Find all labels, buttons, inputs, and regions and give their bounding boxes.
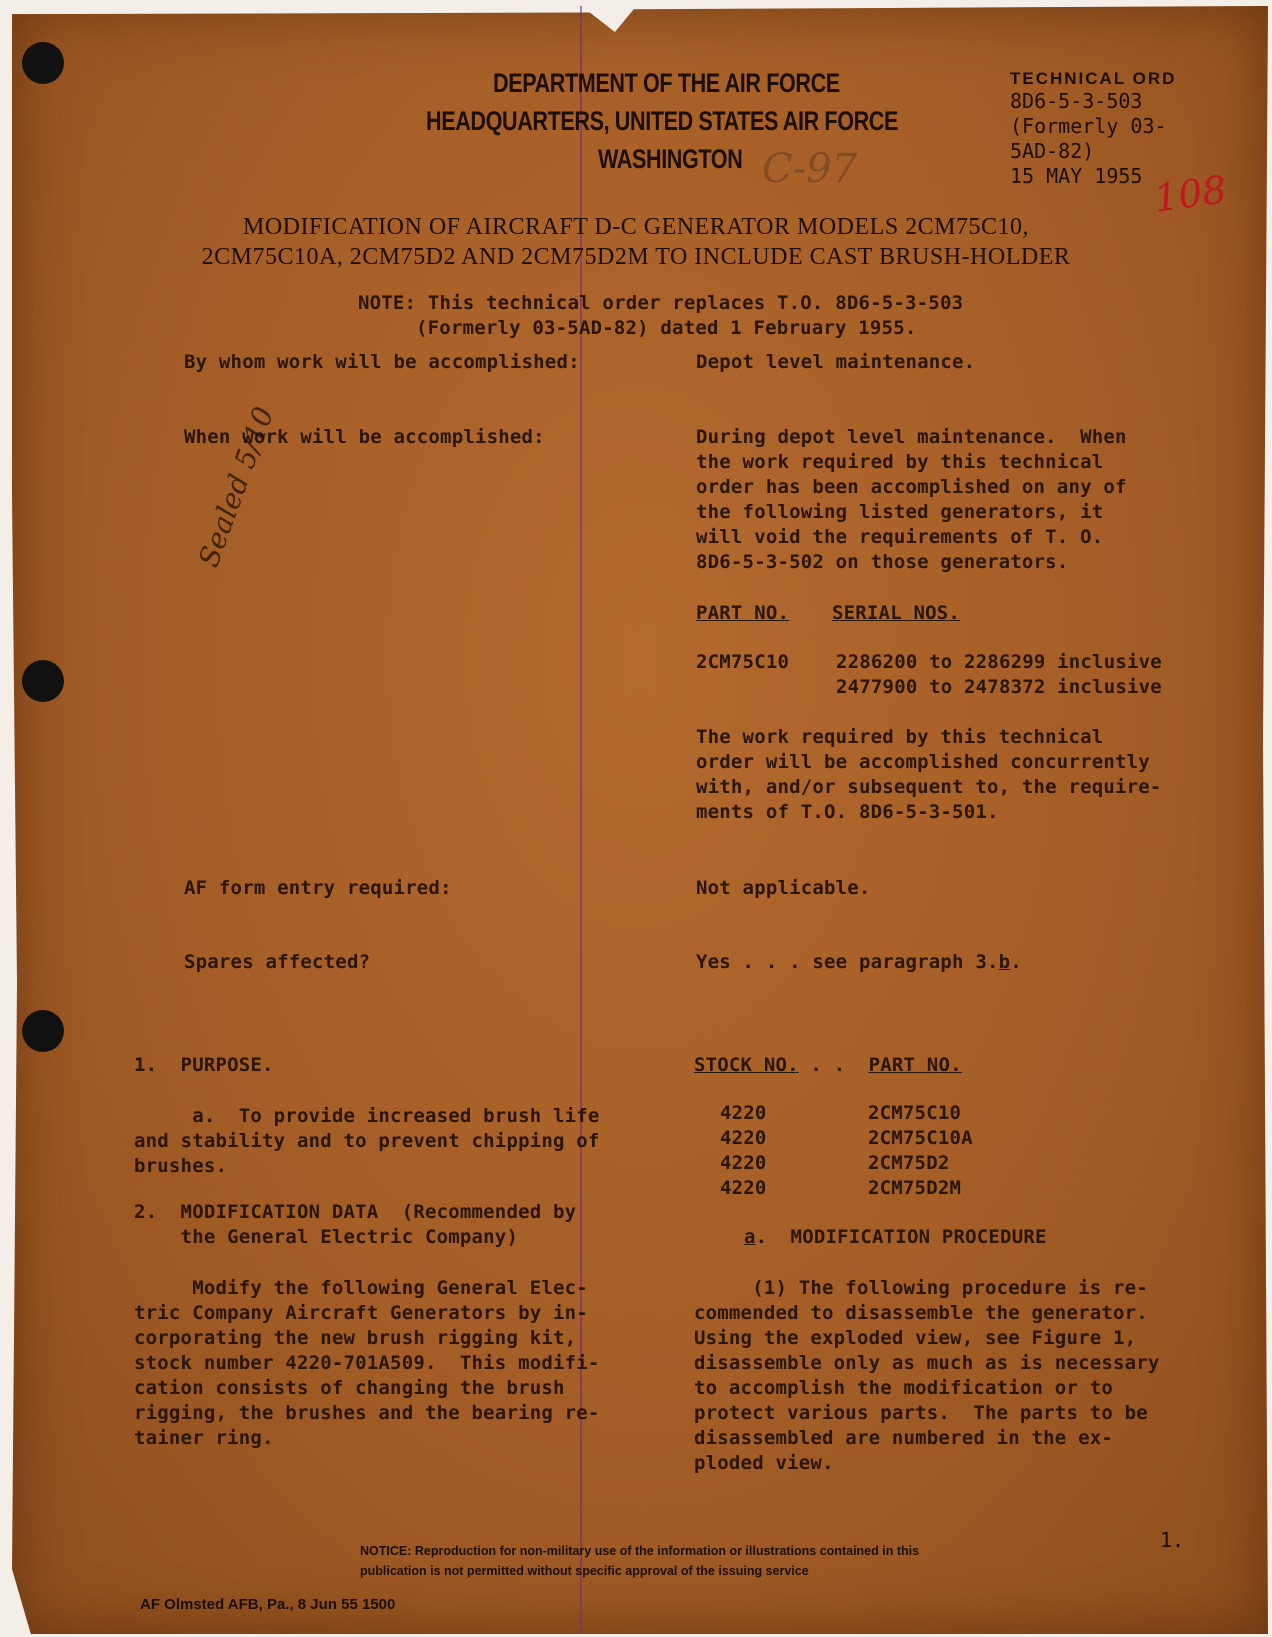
when-line: 8D6-5-3-502 on those generators. <box>696 551 1069 573</box>
purpose-line: and stability and to prevent chipping of <box>134 1130 600 1152</box>
modification-data-line: corporating the new brush rigging kit, <box>134 1327 577 1349</box>
stock-table-part: 2CM75D2 <box>868 1152 950 1174</box>
header-washington: WASHINGTON <box>598 144 743 174</box>
stock-table-part: 2CM75D2M <box>868 1177 962 1199</box>
serial-table-part-header: PART NO. <box>696 602 790 624</box>
concurrent-line: with, and/or subsequent to, the require- <box>696 776 1162 798</box>
print-line: AF Olmsted AFB, Pa., 8 Jun 55 1500 <box>140 1596 396 1613</box>
spares-label: Spares affected? <box>184 951 371 973</box>
stock-table-stock: 4220 <box>720 1127 767 1149</box>
procedure-line: to accomplish the modification or to <box>694 1377 1114 1399</box>
modification-data-heading-cont: the General Electric Company) <box>134 1226 519 1248</box>
note-line1: NOTE: This technical order replaces T.O. 8D6-5-3-503 <box>358 292 964 314</box>
af-form-value: Not applicable. <box>696 877 871 899</box>
when-line: the following listed generators, it <box>696 501 1104 523</box>
stock-table-stock: 4220 <box>720 1152 767 1174</box>
stock-table-header: STOCK NO. . . PART NO. <box>694 1054 962 1076</box>
procedure-line: disassemble only as much as is necessary <box>694 1352 1160 1374</box>
tech-order-formerly: (Formerly 03- <box>1010 114 1167 138</box>
modification-data-line: Modify the following General Elec- <box>134 1277 588 1299</box>
handwritten-number: 108 <box>1151 167 1230 221</box>
stock-table-stock: 4220 <box>720 1177 767 1199</box>
serial-table-serial-header: SERIAL NOS. <box>832 602 961 624</box>
purpose-line: brushes. <box>134 1155 228 1177</box>
procedure-line: (1) The following procedure is re- <box>694 1277 1148 1299</box>
pencil-annotation: C-97 <box>762 146 858 192</box>
modification-data-line: stock number 4220-701A509. This modifi- <box>134 1352 600 1374</box>
stock-table-part: 2CM75C10 <box>868 1102 962 1124</box>
tech-order-formerly-cont: 5AD-82) <box>1010 139 1095 163</box>
header-department: DEPARTMENT OF THE AIR FORCE <box>493 68 840 98</box>
procedure-line: Using the exploded view, see Figure 1, <box>694 1327 1137 1349</box>
serial-table-serial: 2477900 to 2478372 inclusive <box>836 676 1162 698</box>
procedure-line: ploded view. <box>694 1452 834 1474</box>
tech-order-date: 15 MAY 1955 <box>1010 164 1143 188</box>
concurrent-line: order will be accomplished concurrently <box>696 751 1150 773</box>
modification-data-line: tainer ring. <box>134 1427 274 1449</box>
spares-value: Yes . . . see paragraph 3.b. <box>696 951 1022 973</box>
binder-hole <box>22 660 64 702</box>
when-line: During depot level maintenance. When <box>696 426 1127 448</box>
procedure-heading: a. MODIFICATION PROCEDURE <box>744 1226 1047 1248</box>
procedure-line: commended to disassemble the generator. <box>694 1302 1148 1324</box>
binder-hole <box>22 1010 64 1052</box>
modification-data-line: tric Company Aircraft Generators by in- <box>134 1302 588 1324</box>
document-title-line1: MODIFICATION OF AIRCRAFT D-C GENERATOR MODELS 2CM75C10, <box>242 214 1030 240</box>
tech-order-number: 8D6-5-3-503 <box>1010 89 1143 113</box>
stock-table-part: 2CM75C10A <box>868 1127 973 1149</box>
when-line: the work required by this technical <box>696 451 1104 473</box>
reproduction-notice-cont: publication is not permitted without specific approval of the issuing service <box>360 1564 809 1578</box>
concurrent-line: The work required by this technical <box>696 726 1104 748</box>
by-whom-value: Depot level maintenance. <box>696 351 976 373</box>
when-line: order has been accomplished on any of <box>696 476 1127 498</box>
purpose-line: a. To provide increased brush life <box>134 1105 600 1127</box>
when-label: When work will be accomplished: <box>184 426 545 448</box>
concurrent-line: ments of T.O. 8D6-5-3-501. <box>696 801 999 823</box>
header-headquarters: HEADQUARTERS, UNITED STATES AIR FORCE <box>426 106 899 136</box>
af-form-label: AF form entry required: <box>184 877 452 899</box>
modification-data-line: cation consists of changing the brush <box>134 1377 565 1399</box>
note-line2: (Formerly 03-5AD-82) dated 1 February 1955. <box>416 317 917 339</box>
serial-table-part: 2CM75C10 <box>696 651 790 673</box>
modification-data-line: rigging, the brushes and the bearing re- <box>134 1402 600 1424</box>
when-line: will void the requirements of T. O. <box>696 526 1104 548</box>
tech-order-label: TECHNICAL ORD <box>1010 69 1177 88</box>
document-title-line2: 2CM75C10A, 2CM75D2 AND 2CM75D2M TO INCLUDE CAST BRUSH-HOLDER <box>201 244 1071 270</box>
stock-table-stock: 4220 <box>720 1102 767 1124</box>
by-whom-label: By whom work will be accomplished: <box>184 351 580 373</box>
serial-table-serial: 2286200 to 2286299 inclusive <box>836 651 1162 673</box>
purpose-heading: 1. PURPOSE. <box>134 1054 274 1076</box>
modification-data-heading: 2. MODIFICATION DATA (Recommended by <box>134 1201 577 1223</box>
procedure-line: protect various parts. The parts to be <box>694 1402 1148 1424</box>
procedure-line: disassembled are numbered in the ex- <box>694 1427 1114 1449</box>
reproduction-notice: NOTICE: Reproduction for non-military use of the information or illustrations contained in this <box>360 1544 920 1558</box>
binder-hole <box>22 42 64 84</box>
handwritten-signature: Sealed 5/10 <box>192 402 281 572</box>
page-number: 1. <box>1160 1528 1185 1552</box>
